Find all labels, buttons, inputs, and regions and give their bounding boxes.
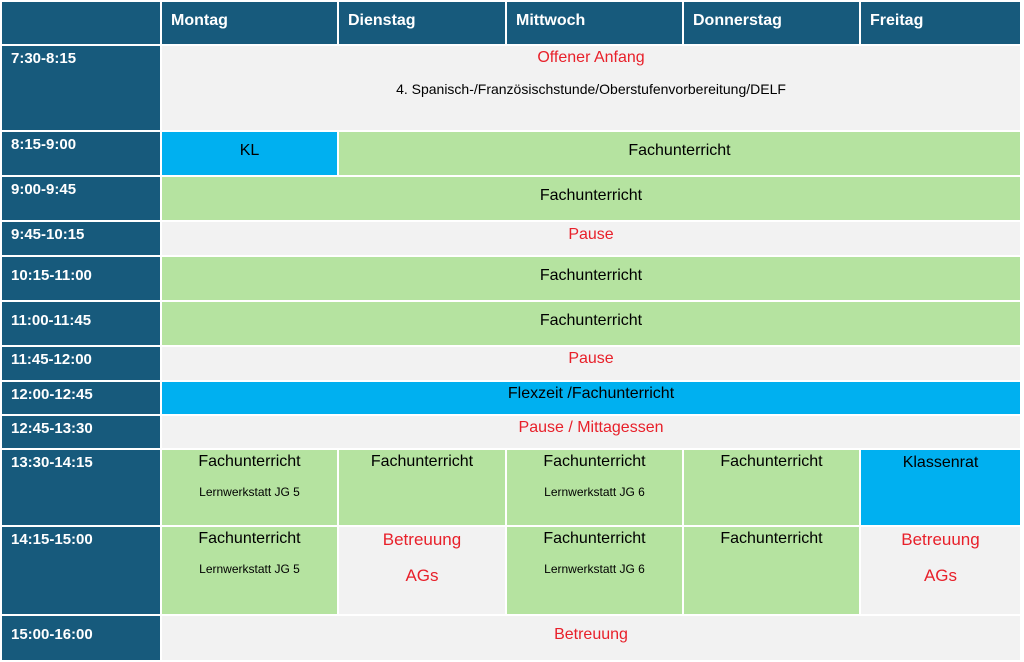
time-slot: 11:45-12:00 [2,347,160,380]
workshop-label: Lernwerkstatt JG 6 [544,485,645,499]
care-cell-dienstag [339,527,505,614]
time-slot: 9:45-10:15 [2,222,160,255]
lesson-cell [162,177,1020,220]
header-day-donnerstag: Donnerstag [684,2,859,44]
time-slot: 12:00-12:45 [2,382,160,414]
lesson-label: Fachunterricht [370,453,474,470]
lesson-label: Fachunterricht [628,142,731,159]
time-slot: 10:15-11:00 [2,257,160,300]
header-day-freitag: Freitag [861,2,1020,44]
break-label: Pause [568,350,614,367]
kl-cell [162,132,337,175]
lunch-break-label: Pause / Mittagessen [518,419,664,436]
lesson-label: Fachunterricht [198,453,301,470]
ags-label: AGs [923,566,958,585]
language-lesson-note: 4. Spanisch-/Französischstunde/Oberstufenvorbereitung/DELF [396,81,786,97]
lesson-label: Fachunterricht [720,530,823,547]
care-cell-freitag [861,527,1020,614]
opening-cell [162,46,1020,130]
care-label: Betreuung [382,530,462,549]
lunch-break-cell [162,416,1020,448]
lesson-cell-donnerstag [684,450,859,525]
time-slot: 11:00-11:45 [2,302,160,345]
lesson-label: Fachunterricht [539,267,643,284]
workshop-label: Lernwerkstatt JG 6 [544,562,645,576]
lesson-cell [162,302,1020,345]
lesson-cell-montag [162,450,337,525]
time-slot: 12:45-13:30 [2,416,160,448]
workshop-label: Lernwerkstatt JG 5 [199,562,300,576]
class-council-label: Klassenrat [902,454,979,471]
lesson-cell [162,257,1020,300]
kl-label: KL [239,142,260,159]
lesson-label: Fachunterricht [539,312,643,329]
break-cell [162,347,1020,380]
lesson-label: Fachunterricht [543,453,646,470]
ags-label: AGs [405,566,439,585]
break-label: Pause [568,226,614,243]
lesson-cell [339,132,1020,175]
lesson-label: Fachunterricht [720,453,823,470]
time-slot: 15:00-16:00 [2,616,160,660]
header-day-mittwoch: Mittwoch [507,2,682,44]
care-label: Betreuung [554,626,628,643]
lesson-cell-mittwoch [507,527,682,614]
time-slot: 14:15-15:00 [2,527,160,614]
header-day-montag: Montag [162,2,337,44]
lesson-label: Fachunterricht [543,530,646,547]
care-label: Betreuung [901,530,980,549]
lesson-cell-dienstag [339,450,505,525]
time-slot: 13:30-14:15 [2,450,160,525]
header-corner [2,2,160,44]
time-slot: 8:15-9:00 [2,132,160,175]
break-cell [162,222,1020,255]
care-cell [162,616,1020,660]
flex-time-label: Flexzeit /Fachunterricht [507,385,675,402]
lesson-cell-donnerstag [684,527,859,614]
lesson-label: Fachunterricht [198,530,301,547]
lesson-label: Fachunterricht [539,187,643,204]
time-slot: 7:30-8:15 [2,46,160,130]
header-day-dienstag: Dienstag [339,2,505,44]
lesson-cell-mittwoch [507,450,682,525]
flex-time-cell [162,382,1020,414]
time-slot: 9:00-9:45 [2,177,160,220]
lesson-cell-montag [162,527,337,614]
class-council-cell [861,450,1020,525]
workshop-label: Lernwerkstatt JG 5 [199,485,300,499]
opening-label: Offener Anfang [537,49,645,66]
